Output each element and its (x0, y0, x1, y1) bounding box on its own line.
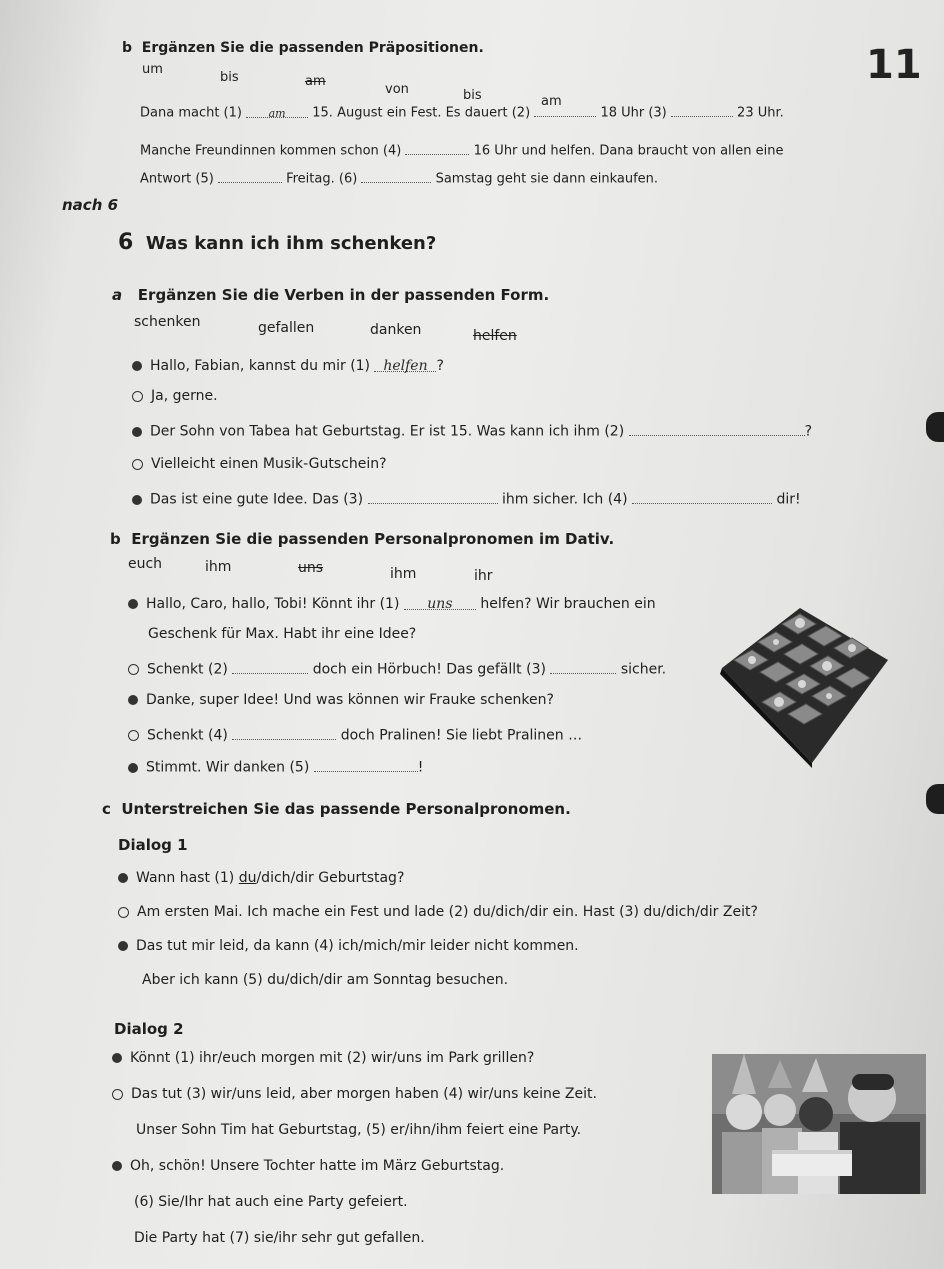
fill-blank[interactable] (550, 660, 616, 674)
task-instruction: Ergänzen Sie die passenden Präpositionen. (141, 40, 484, 56)
fill-blank[interactable] (632, 490, 772, 504)
speaker-b-bullet (118, 907, 129, 918)
fill-blank[interactable] (218, 170, 282, 183)
fill-blank[interactable] (671, 104, 733, 117)
speaker-a-bullet (118, 941, 128, 951)
word-bank-item: um (142, 62, 163, 77)
text: Schenkt (2) (147, 661, 228, 678)
dialog-line (128, 758, 423, 776)
task-a-heading (112, 286, 549, 304)
text: sicher. (620, 661, 667, 678)
word-bank-item: ihm (205, 559, 232, 575)
dialog-line (128, 660, 666, 678)
task-letter: c (102, 800, 111, 818)
nach-label: nach 6 (62, 196, 119, 214)
fill-blank[interactable] (629, 422, 805, 436)
text: Vielleicht einen Musik-Gutschein? (151, 456, 387, 472)
speaker-a-bullet (112, 1053, 122, 1063)
text: Dana macht (1) (140, 105, 242, 121)
speaker-b-bullet (128, 730, 139, 741)
dialog-line (112, 1086, 597, 1102)
text: Geschenk für Max. Habt ihr eine Idee? (148, 626, 417, 642)
dialog-line (118, 938, 579, 954)
dialog-line (142, 972, 508, 988)
text: Das tut mir leid, da kann (4) ich/mich/mir leider nicht kommen. (136, 938, 579, 954)
edge-tab-marker (926, 412, 944, 442)
section-number: 6 (118, 230, 134, 255)
text: 16 Uhr und helfen. Dana braucht von allen eine (473, 143, 784, 159)
text: Oh, schön! Unsere Tochter hatte im März Geburtstag. (130, 1158, 505, 1174)
word-bank-item: bis (220, 70, 239, 85)
text: Das tut (3) wir/uns leid, aber morgen haben (4) wir/uns keine Zeit. (131, 1086, 597, 1102)
text: dir! (776, 491, 801, 508)
edge-tab-marker (926, 784, 944, 814)
fill-blank[interactable] (314, 758, 418, 772)
dialog-title: Dialog 2 (114, 1020, 184, 1038)
word-bank-item: ihm (390, 566, 417, 582)
speaker-a-bullet (132, 361, 142, 371)
filled-answer: am (268, 106, 286, 120)
text: Danke, super Idee! Und was können wir Frauke schenken? (146, 692, 554, 708)
text: ? (804, 423, 813, 440)
text: Hallo, Caro, hallo, Tobi! Könnt ihr (1) (146, 596, 400, 612)
text: Unser Sohn Tim hat Geburtstag, (5) er/ihn/ihm feiert eine Party. (136, 1122, 582, 1138)
word-bank-item: danken (370, 322, 422, 338)
task-c-heading (102, 800, 571, 818)
word-bank-item: von (385, 82, 409, 97)
praline-box-image (712, 598, 892, 768)
fill-blank[interactable] (361, 170, 431, 183)
dialog-line (128, 596, 656, 612)
dialog-line (128, 692, 554, 708)
speaker-a-bullet (128, 695, 138, 705)
dialog-line (134, 1194, 408, 1210)
word-bank-item: bis (463, 88, 482, 103)
speaker-b-bullet (132, 459, 143, 470)
text: Schenkt (4) (147, 727, 228, 744)
task-letter: b (122, 40, 133, 56)
text: Wann hast (1) (136, 870, 239, 886)
speaker-a-bullet (132, 427, 142, 437)
speaker-a-bullet (132, 495, 142, 505)
underlined-answer: du (238, 870, 257, 886)
text: ihm sicher. Ich (4) (501, 491, 628, 508)
text: Antwort (5) (140, 171, 214, 187)
dialog-line (132, 456, 387, 472)
task-letter: b (110, 530, 121, 548)
party-children-photo (712, 1054, 926, 1194)
task-b-top-heading (122, 40, 484, 56)
dialog-line (132, 490, 801, 508)
word-bank-item-used: helfen (473, 328, 517, 344)
dialog-line (118, 904, 758, 920)
fill-blank[interactable] (534, 104, 596, 117)
text: Die Party hat (7) sie/ihr sehr gut gefallen. (134, 1230, 425, 1246)
speaker-a-bullet (128, 599, 138, 609)
text: Aber ich kann (5) du/dich/dir am Sonntag besuchen. (142, 972, 509, 988)
fill-blank[interactable] (404, 596, 476, 610)
text: Freitag. (6) (286, 171, 358, 187)
text: Stimmt. Wir danken (5) (146, 759, 310, 776)
text: Ja, gerne. (151, 388, 218, 404)
text: Samstag geht sie dann einkaufen. (435, 171, 659, 187)
text: ? (436, 358, 444, 374)
exercise-line (140, 142, 783, 159)
dialog-line (132, 358, 444, 374)
dialog-line (132, 388, 218, 404)
text: doch Pralinen! Sie liebt Pralinen … (340, 727, 583, 744)
dialog-line (134, 1230, 425, 1246)
task-instruction: Ergänzen Sie die passenden Personalpronomen im Dativ. (131, 530, 615, 548)
word-bank-item-used: am (305, 74, 326, 89)
dialog-line (132, 422, 812, 440)
task-instruction: Unterstreichen Sie das passende Personalpronomen. (121, 800, 571, 818)
text: 15. August ein Fest. Es dauert (2) (312, 105, 531, 121)
speaker-a-bullet (128, 763, 138, 773)
text: helfen? Wir brauchen ein (480, 596, 656, 612)
text: Könnt (1) ihr/euch morgen mit (2) wir/uns im Park grillen? (130, 1050, 535, 1066)
fill-blank[interactable] (405, 142, 469, 155)
speaker-b-bullet (112, 1089, 123, 1100)
task-instruction: Ergänzen Sie die Verben in der passenden Form. (137, 286, 550, 304)
text: 23 Uhr. (737, 105, 784, 121)
text: Hallo, Fabian, kannst du mir (1) (150, 358, 371, 374)
speaker-b-bullet (132, 391, 143, 402)
dialog-title: Dialog 1 (118, 836, 188, 854)
text: ! (417, 759, 424, 776)
speaker-a-bullet (118, 873, 128, 883)
section-title: Was kann ich ihm schenken? (145, 233, 437, 254)
fill-blank[interactable] (246, 107, 308, 118)
word-bank-item: schenken (134, 314, 201, 330)
speaker-a-bullet (112, 1161, 122, 1171)
dialog-line (148, 626, 416, 642)
text: Am ersten Mai. Ich mache ein Fest und lade (2) du/dich/dir ein. Hast (3) du/dich/dir Zeit? (137, 904, 758, 920)
exercise-line (140, 104, 784, 121)
word-bank-item-used: uns (298, 560, 324, 576)
word-bank-item: ihr (474, 568, 493, 584)
fill-blank[interactable] (232, 726, 336, 740)
text: (6) Sie/Ihr hat auch eine Party gefeiert. (134, 1194, 408, 1210)
text: 18 Uhr (3) (600, 105, 667, 121)
filled-answer: uns (427, 596, 453, 612)
fill-blank[interactable] (232, 660, 308, 674)
word-bank-item: gefallen (258, 320, 315, 336)
speaker-b-bullet (128, 664, 139, 675)
dialog-line (136, 1122, 581, 1138)
text: Das ist eine gute Idee. Das (3) (150, 491, 364, 508)
word-bank-item: euch (128, 556, 163, 572)
word-bank-item: am (541, 94, 562, 109)
dialog-line (112, 1158, 504, 1174)
page-number: 11 (866, 42, 922, 88)
text: doch ein Hörbuch! Das gefällt (3) (312, 661, 546, 678)
dialog-line (128, 726, 582, 744)
task-letter: a (112, 286, 123, 304)
task-b-heading (110, 530, 614, 548)
dialog-line (118, 870, 404, 886)
exercise-line (140, 170, 658, 187)
dialog-line (112, 1050, 534, 1066)
fill-blank[interactable] (368, 490, 498, 504)
section-heading (118, 230, 436, 255)
text: /dich/dir Geburtstag? (256, 870, 405, 886)
filled-answer: helfen (383, 358, 428, 374)
fill-blank[interactable] (374, 358, 436, 372)
text: Manche Freundinnen kommen schon (4) (140, 143, 402, 159)
text: Der Sohn von Tabea hat Geburtstag. Er ist 15. Was kann ich ihm (2) (150, 423, 625, 440)
